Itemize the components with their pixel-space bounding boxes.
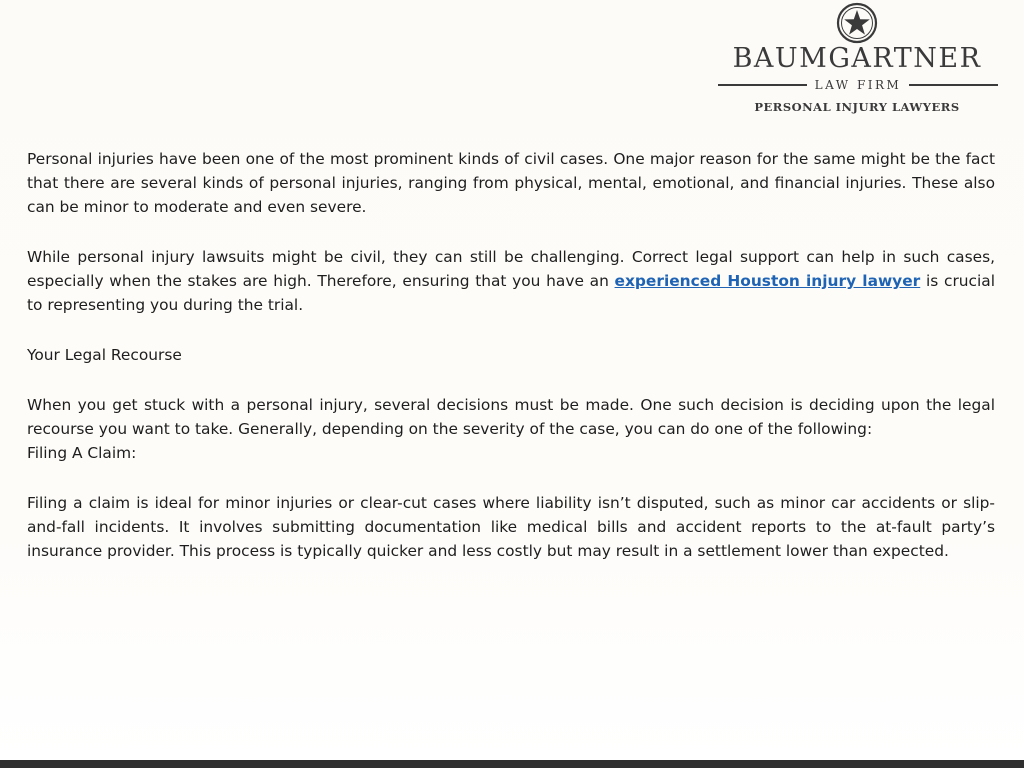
heading-filing-claim: Filing A Claim: [27, 444, 137, 462]
star-seal-icon [836, 2, 878, 44]
article-body [27, 147, 995, 563]
paragraph-decisions: When you get stuck with a personal injury, several decisions must be made. One such decision is deciding upon the legal recourse you want to take. Generally, depending on the severity of the case, you can do one of the following: [27, 396, 995, 438]
logo-subtitle: LAW FIRM [814, 78, 902, 92]
logo-subtitle-row [718, 76, 998, 94]
logo-divider-left [718, 84, 807, 86]
paragraph-legal-support-text: While personal injury lawsuits might be civil, they can still be challenging. Correct legal support can help in such cases, especially when the stakes are high. Therefore, ensuring that you have an [27, 248, 995, 290]
paragraph-intro: Personal injuries have been one of the most prominent kinds of civil cases. One major reason for the same might be the fact that there are several kinds of personal injuries, ranging from physical, mental, emotional, and financial injuries. These also can be minor to moderate and even severe. [27, 150, 995, 216]
firm-logo [710, 0, 1004, 122]
paragraph-legal-support-tail: is crucial to representing you during the trial. [27, 272, 995, 314]
logo-title: BAUMGARTNER [732, 43, 982, 74]
logo-tagline: PERSONAL INJURY LAWYERS [754, 100, 960, 114]
paragraph-filing-claim: Filing a claim is ideal for minor injuries or clear-cut cases where liability isn’t disputed, such as minor car accidents or slip-and-fall incidents. It involves submitting documentation like medical bills and accident reports to the at-fault party’s insurance provider. This process is typically quicker and less costly but may result in a settlement lower than expected. [27, 494, 995, 560]
paragraph-legal-support [27, 245, 995, 317]
logo-divider-right [909, 84, 998, 86]
houston-injury-lawyer-link[interactable]: experienced Houston injury lawyer [614, 272, 921, 290]
bottom-bar [0, 760, 1024, 768]
heading-legal-recourse: Your Legal Recourse [27, 346, 182, 364]
